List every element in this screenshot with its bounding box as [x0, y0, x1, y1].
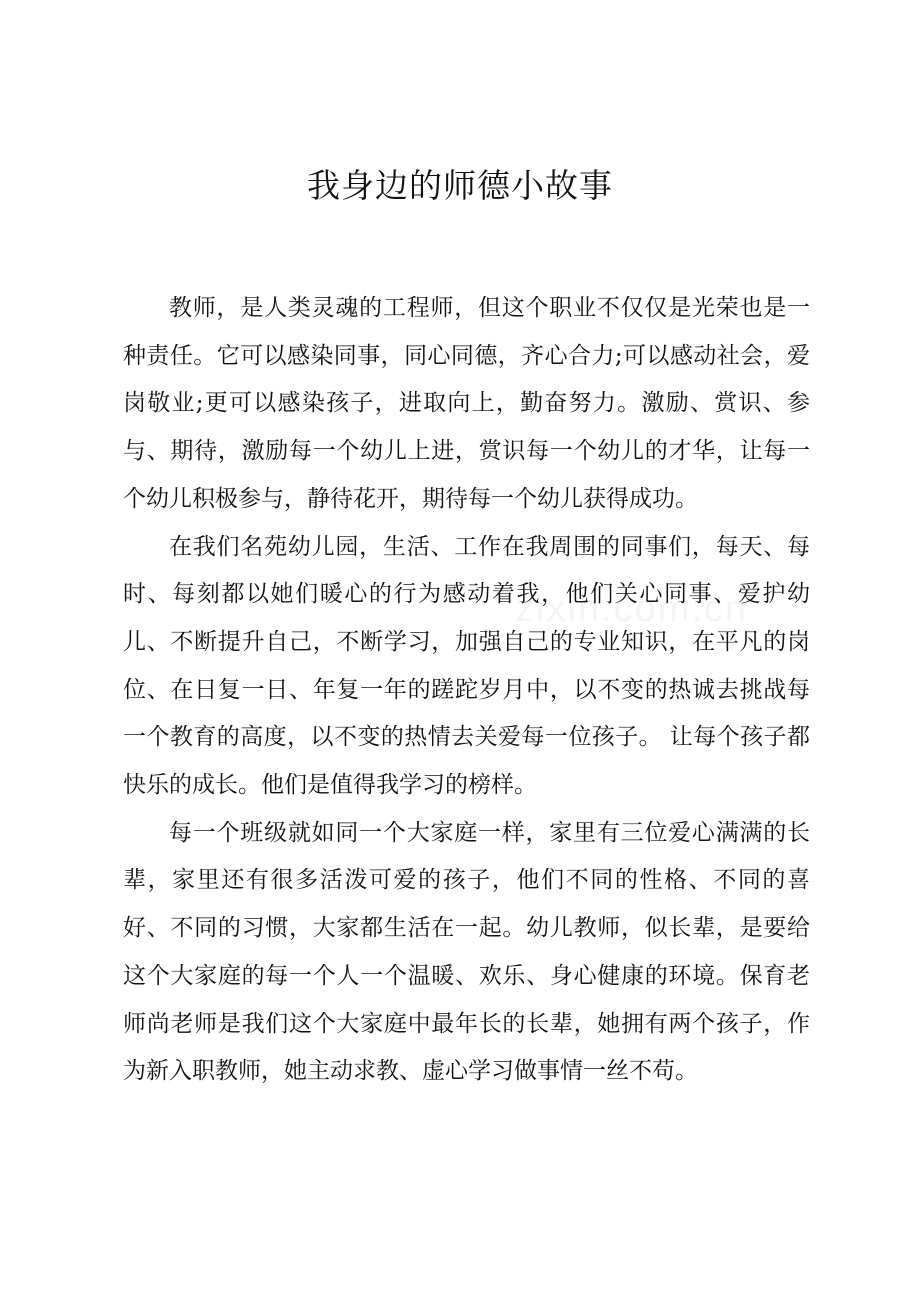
document-body	[123, 285, 810, 1096]
paragraph-2: 在我们名苑幼儿园，生活、工作在我周围的同事们，每天、每时、每刻都以她们暖心的行为感动着我，他们关心同事、爱护幼儿、不断提升自己，不断学习，加强自己的专业知识，在平凡的岗位、在日复一日、年复一年的蹉跎岁月中，以不变的热诚去挑战每一个教育的高度，以不变的热情去关爱每一位孩子。 让每个孩子都快乐的成长。他们是值得我学习的榜样。	[123, 533, 810, 799]
paragraph-3: 每一个班级就如同一个大家庭一样，家里有三位爱心满满的长辈，家里还有很多活泼可爱的孩子，他们不同的性格、不同的喜好、不同的习惯，大家都生活在一起。幼儿教师，似长辈，是要给这个大家庭的每一个人一个温暖、欢乐、身心健康的环境。保育老师尚老师是我们这个大家庭中最年长的长辈，她拥有两个孩子，作为新入职教师，她主动求教、虚心学习做事情一丝不苟。	[123, 819, 810, 1085]
paragraph-1: 教师，是人类灵魂的工程师，但这个职业不仅仅是光荣也是一种责任。它可以感染同事，同心同德，齐心合力;可以感动社会，爱岗敬业;更可以感染孩子，进取向上，勤奋努力。激励、赏识、参与、期待，激励每一个幼儿上进，赏识每一个幼儿的才华，让每一个幼儿积极参与，静待花开，期待每一个幼儿获得成功。	[123, 295, 810, 512]
document-title: 我身边的师德小故事	[307, 166, 613, 205]
